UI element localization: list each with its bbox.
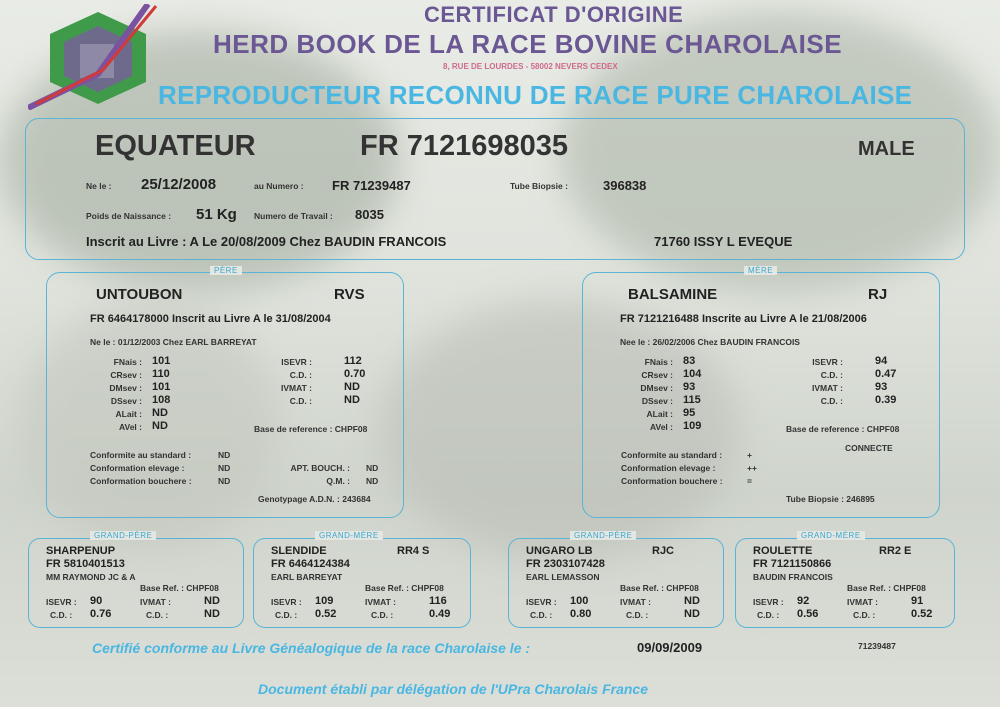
herd-book-title: HERD BOOK DE LA RACE BOVINE CHAROLAISE (213, 29, 843, 59)
poids-label: Poids de Naissance : (86, 211, 172, 221)
pere-index-value: 110 (152, 368, 170, 380)
certificate-title: CERTIFICAT D'ORIGINE (424, 2, 684, 27)
pere-index-label: ALait : (115, 409, 142, 419)
mere-qual: RJ (868, 286, 888, 303)
grand-cd-label: C.D. : (757, 610, 780, 620)
grand-id: FR 6464124384 (271, 558, 350, 570)
grand-name: ROULETTE (753, 545, 813, 557)
mere-index-value: 109 (683, 420, 702, 432)
pere-index-value: ND (344, 381, 360, 393)
grand-name: UNGARO LB (526, 545, 593, 557)
mere-conf-label: Conformation elevage : (621, 463, 716, 473)
herd-book-logo (28, 4, 168, 110)
pere-conf-value: ND (218, 463, 231, 473)
grand-isevr: 90 (90, 595, 103, 607)
grand-name: SLENDIDE (271, 545, 327, 557)
au-numero-label: au Numero : (254, 181, 304, 191)
grand-isevr: 100 (570, 595, 589, 607)
pere-line: FR 6464178000 Inscrit au Livre A le 31/08/2004 (90, 313, 331, 325)
pere-base-ref: Base de reference : CHPF08 (254, 424, 368, 434)
pere-conf-value: ND (218, 450, 231, 460)
grand-qual: RJC (652, 545, 675, 557)
grand-cd-label: C.D. : (530, 610, 553, 620)
footer-ref: 71239487 (858, 641, 896, 651)
grand-qual: RR2 E (879, 545, 912, 557)
pere-conf-label: Conformation bouchere : (90, 476, 192, 486)
mere-section-label: MÈRE (744, 266, 777, 275)
pere-index-label: DSsev : (110, 396, 142, 406)
mere-index-value: 104 (683, 368, 702, 380)
pere-apt-value: ND (366, 476, 379, 486)
animal-name: EQUATEUR (95, 130, 256, 162)
grand-cd-label: C.D. : (853, 610, 876, 620)
mere-index-label: ALait : (646, 409, 673, 419)
grand-cd-label: C.D. : (626, 610, 649, 620)
pere-apt-label: APT. BOUCH. : (290, 463, 350, 473)
pere-index-label: ISEVR : (281, 357, 312, 367)
mere-index-value: 93 (683, 381, 696, 393)
grand-cd-label: C.D. : (50, 610, 73, 620)
grand-id: FR 5810401513 (46, 558, 125, 570)
address-line: 8, RUE DE LOURDES - 58002 NEVERS CEDEX (443, 62, 618, 71)
pere-index-value: 101 (152, 355, 171, 367)
mere-index-label: CRsev : (641, 370, 673, 380)
pere-index-label: C.D. : (289, 370, 312, 380)
grand-isevr-label: ISEVR : (46, 597, 77, 607)
poids-value: 51 Kg (196, 206, 237, 223)
tube-value: 396838 (603, 178, 647, 193)
mere-index-label: DMsev : (640, 383, 673, 393)
grand-name: SHARPENUP (46, 545, 116, 557)
pere-conf-label: Conformite au standard : (90, 450, 192, 460)
mere-index-value: 94 (875, 355, 888, 367)
pere-index-value: 112 (344, 355, 362, 367)
grand-id: FR 7121150866 (753, 558, 832, 570)
mere-index-value: 83 (683, 355, 696, 367)
mere-index-value: 93 (875, 381, 888, 393)
grand-isevr-label: ISEVR : (526, 597, 557, 607)
mere-index-label: FNais : (644, 357, 673, 367)
grand-cd-label: C.D. : (371, 610, 394, 620)
grand-base-ref: Base Ref. : CHPF08 (140, 583, 219, 593)
pere-born: Ne le : 01/12/2003 Chez EARL BARREYAT (90, 337, 257, 347)
grand-owner: EARL LEMASSON (526, 572, 600, 582)
grand-section-label: GRAND-PÈRE (90, 531, 156, 540)
grand-cd2: 0.52 (911, 608, 933, 620)
grand-section-label: GRAND-PÈRE (570, 531, 636, 540)
grand-isevr: 92 (797, 595, 810, 607)
travail-value: 8035 (355, 207, 384, 222)
grand-base-ref: Base Ref. : CHPF08 (620, 583, 699, 593)
grand-cd1: 0.76 (90, 608, 112, 620)
mere-index-label: ISEVR : (812, 357, 843, 367)
pere-index-label: AVel : (119, 422, 142, 432)
grand-cd2: ND (204, 608, 220, 620)
grand-isevr-label: ISEVR : (753, 597, 784, 607)
pere-conf-label: Conformation elevage : (90, 463, 185, 473)
pere-index-label: DMsev : (109, 383, 142, 393)
pere-genotypage: Genotypage A.D.N. : 243684 (258, 494, 371, 504)
grand-base-ref: Base Ref. : CHPF08 (365, 583, 444, 593)
grand-cd-label: C.D. : (275, 610, 298, 620)
grand-ivmat: ND (684, 595, 700, 607)
mere-index-label: IVMAT : (811, 383, 843, 393)
mere-tube: Tube Biopsie : 246895 (786, 494, 875, 504)
inscrit-line: Inscrit au Livre : A Le 20/08/2009 Chez BAUDIN FRANCOIS (86, 234, 447, 249)
grand-cd2: ND (684, 608, 700, 620)
travail-label: Numero de Travail : (254, 211, 333, 221)
grand-ivmat-label: IVMAT : (140, 597, 172, 607)
delegation-text: Document établi par délégation de l'UPra Charolais France (258, 681, 648, 697)
mere-conf-value: + (747, 450, 752, 460)
pere-index-value: ND (152, 420, 168, 432)
grand-cd1: 0.80 (570, 608, 592, 620)
grand-section-label: GRAND-MÈRE (315, 531, 383, 540)
grand-owner: MM RAYMOND JC & A (46, 572, 136, 582)
grand-cd2: 0.49 (429, 608, 451, 620)
pere-index-value: ND (152, 407, 168, 419)
pere-index-value: ND (344, 394, 360, 406)
pere-index-label: CRsev : (110, 370, 142, 380)
grand-ivmat: 116 (429, 595, 447, 607)
pere-index-value: 101 (152, 381, 171, 393)
mere-index-label: AVel : (650, 422, 673, 432)
pere-index-label: C.D. : (289, 396, 312, 406)
lieu-line: 71760 ISSY L EVEQUE (654, 234, 793, 249)
animal-sex: MALE (858, 138, 915, 160)
mere-conf-label: Conformite au standard : (621, 450, 723, 460)
grand-ivmat-label: IVMAT : (620, 597, 652, 607)
mere-base-ref: Base de reference : CHPF08 (786, 424, 900, 434)
grand-cd1: 0.52 (315, 608, 337, 620)
certifie-date: 09/09/2009 (637, 640, 703, 655)
pere-section-label: PÈRE (210, 266, 242, 275)
pere-conf-value: ND (218, 476, 231, 486)
grand-isevr: 109 (315, 595, 334, 607)
mere-line: FR 7121216488 Inscrite au Livre A le 21/08/2006 (620, 313, 867, 325)
pere-index-label: FNais : (113, 357, 142, 367)
grand-ivmat: ND (204, 595, 220, 607)
grand-owner: EARL BARREYAT (271, 572, 343, 582)
mere-born: Nee le : 26/02/2006 Chez BAUDIN FRANCOIS (620, 337, 800, 347)
pere-index-value: 0.70 (344, 368, 366, 380)
grand-qual: RR4 S (397, 545, 430, 557)
animal-id: FR 7121698035 (360, 130, 568, 162)
grand-ivmat-label: IVMAT : (847, 597, 879, 607)
mere-connecte: CONNECTE (845, 443, 893, 453)
grand-section-label: GRAND-MÈRE (797, 531, 865, 540)
grand-id: FR 2303107428 (526, 558, 605, 570)
grand-owner: BAUDIN FRANCOIS (753, 572, 833, 582)
grand-base-ref: Base Ref. : CHPF08 (847, 583, 926, 593)
mere-name: BALSAMINE (628, 286, 718, 303)
grand-cd-label: C.D. : (146, 610, 169, 620)
mere-conf-label: Conformation bouchere : (621, 476, 723, 486)
pere-index-label: IVMAT : (280, 383, 312, 393)
born-date: 25/12/2008 (141, 176, 217, 193)
pere-index-value: 108 (152, 394, 171, 406)
grand-ivmat-label: IVMAT : (365, 597, 397, 607)
breed-banner: REPRODUCTEUR RECONNU DE RACE PURE CHAROLAISE (158, 80, 913, 110)
au-numero: FR 71239487 (332, 178, 411, 193)
certifie-text: Certifié conforme au Livre Généalogique de la race Charolaise le : (92, 640, 531, 656)
mere-index-label: C.D. : (820, 370, 843, 380)
mere-conf-value: = (747, 476, 752, 486)
grand-cd1: 0.56 (797, 608, 819, 620)
pere-apt-label: Q.M. : (326, 476, 350, 486)
mere-index-value: 115 (683, 394, 701, 406)
mere-index-label: C.D. : (820, 396, 843, 406)
pere-name: UNTOUBON (96, 286, 183, 303)
mere-index-label: DSsev : (641, 396, 673, 406)
grand-isevr-label: ISEVR : (271, 597, 302, 607)
born-label: Ne le : (86, 181, 112, 191)
tube-label: Tube Biopsie : (510, 181, 568, 191)
grand-ivmat: 91 (911, 595, 924, 607)
pere-apt-value: ND (366, 463, 379, 473)
mere-index-value: 0.39 (875, 394, 897, 406)
pere-qual: RVS (334, 286, 365, 303)
mere-index-value: 95 (683, 407, 696, 419)
mere-index-value: 0.47 (875, 368, 897, 380)
mere-conf-value: ++ (747, 463, 757, 473)
